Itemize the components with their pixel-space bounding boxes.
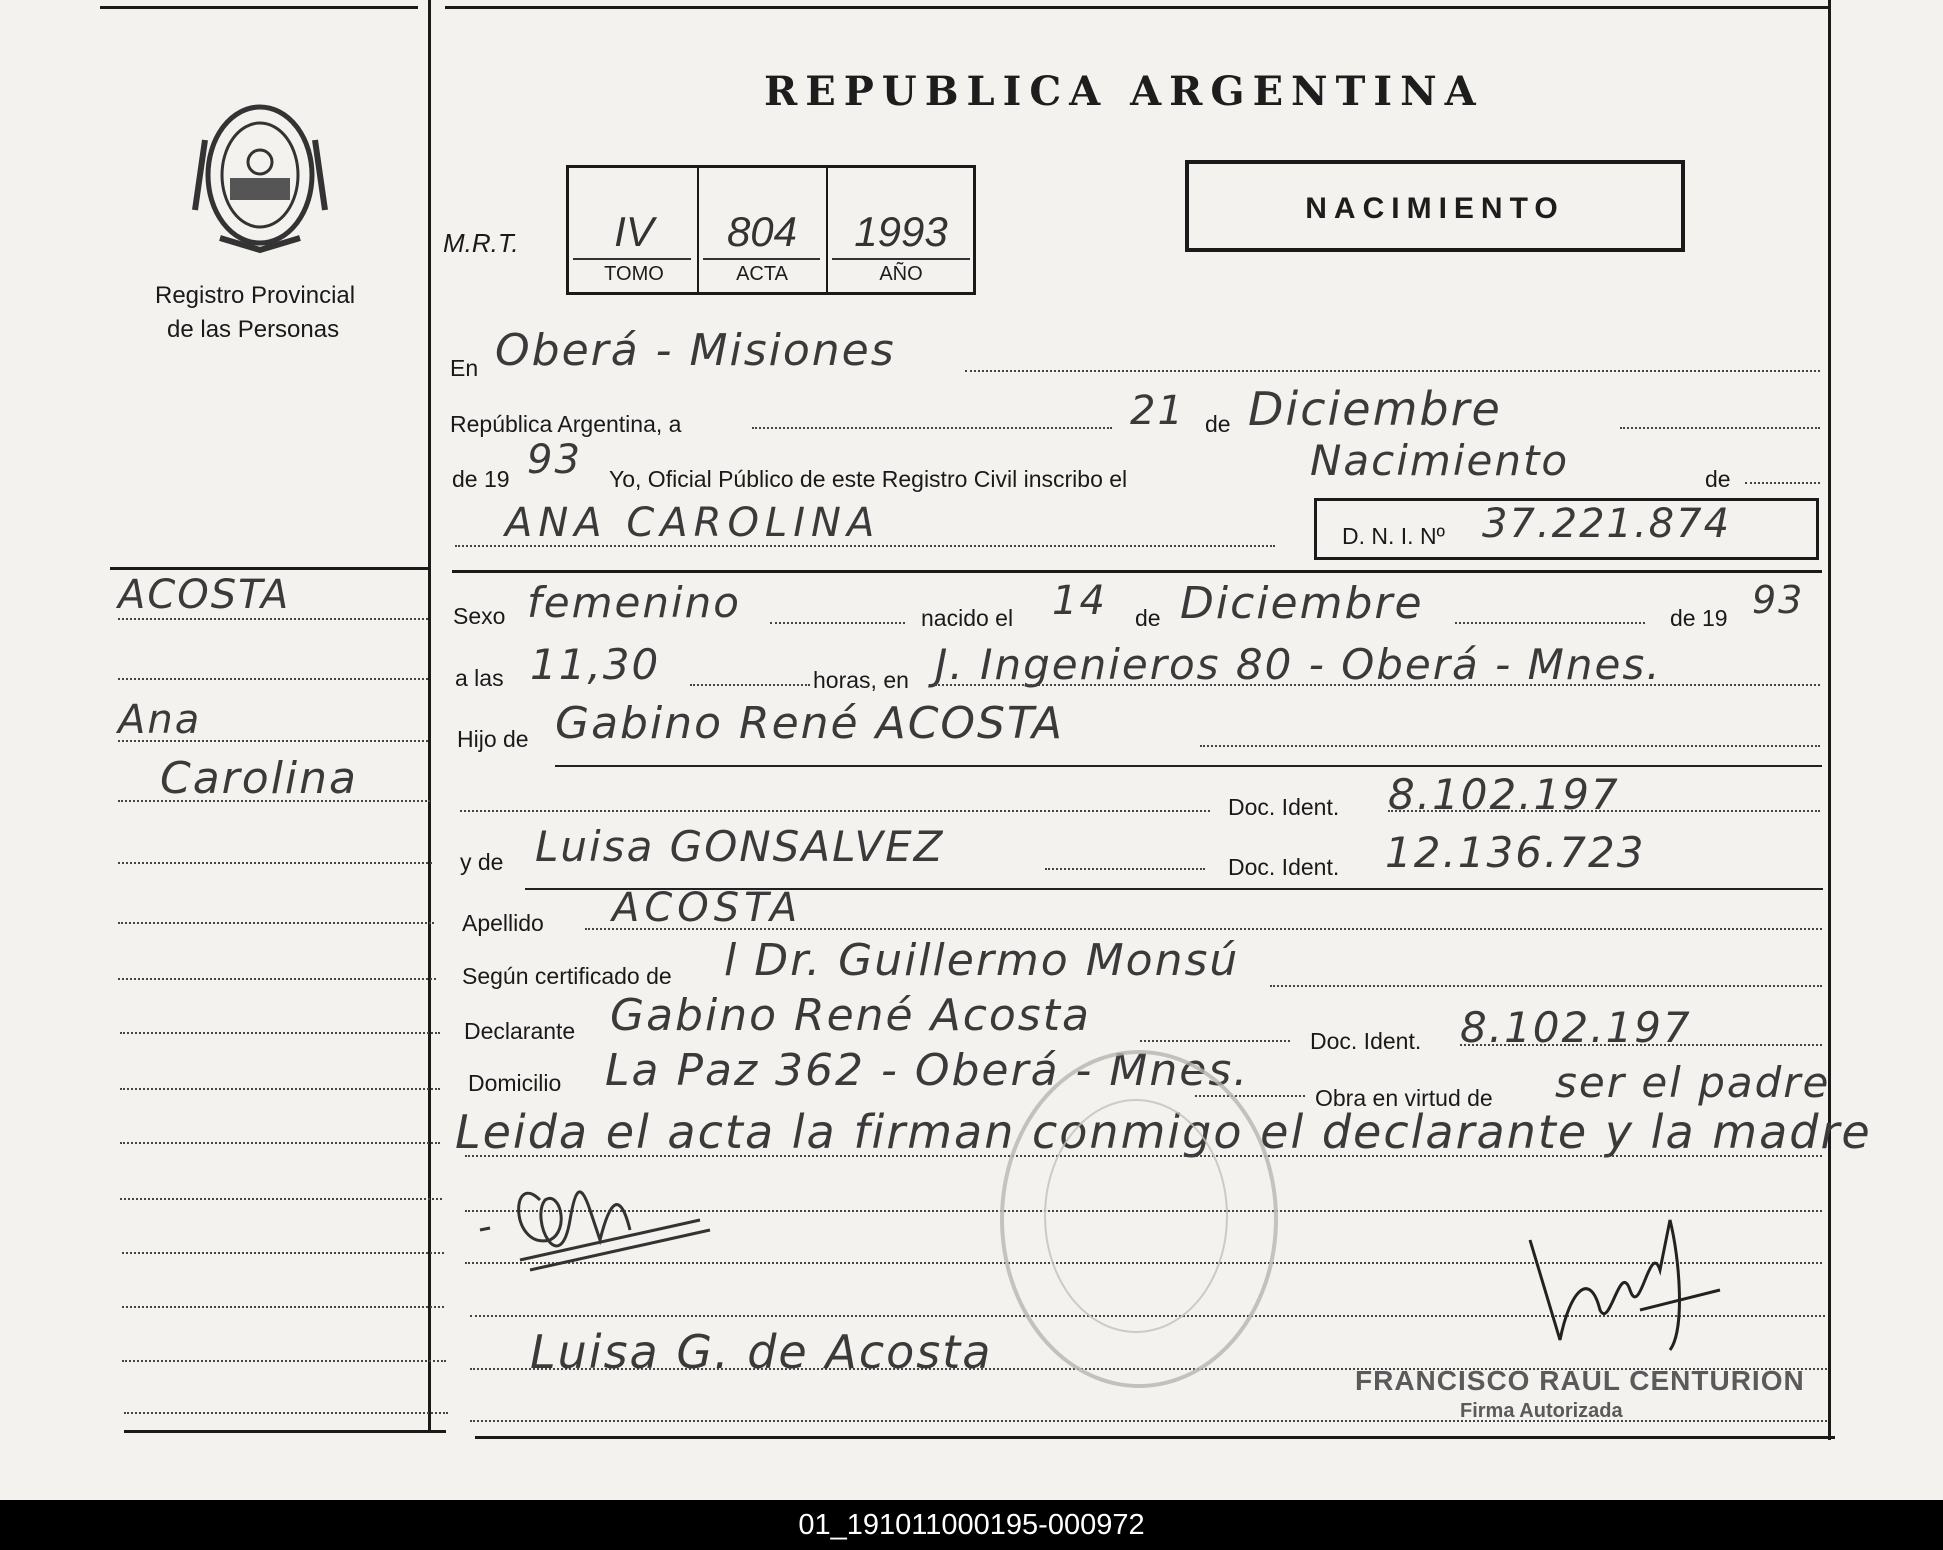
label-declarante: Declarante [464,1018,576,1044]
officer-title: Firma Autorizada [1460,1400,1623,1422]
bottom-rule-left [124,1430,446,1433]
value-acto: Nacimiento [1310,436,1570,485]
label-hijo-de: Hijo de [457,726,529,752]
dni-box [1314,498,1819,560]
bottom-rule-right [475,1436,1835,1439]
label-obra: Obra en virtud de [1315,1085,1493,1111]
anio-label: AÑO [879,263,923,285]
value-domicilio: La Paz 362 - Oberá - Mnes. [605,1045,1250,1096]
declarant-signature [470,1160,730,1290]
label-apellido: Apellido [462,910,544,936]
label-de-mid: de [1135,605,1161,631]
top-rule-left [100,6,418,9]
officer-name: FRANCISCO RAUL CENTURION [1355,1365,1805,1396]
margin-divider [428,0,431,1432]
value-lugar-nac: J. Ingenieros 80 - Oberá - Mnes. [935,640,1662,689]
value-anio-nac: 93 [1752,578,1805,622]
label-sexo: Sexo [453,603,506,629]
value-nombre: ANA CAROLINA [505,500,881,546]
registry-name-line1: Registro Provincial [155,282,356,309]
label-domicilio: Domicilio [468,1070,562,1096]
label-de19: de 19 [452,466,510,492]
value-dni: 37.221.874 [1482,501,1732,547]
misiones-emblem [190,100,330,255]
official-seal [1000,1050,1278,1388]
label-doc-declarante: Doc. Ident. [1310,1028,1422,1054]
label-segun: Según certificado de [462,963,672,989]
value-virtud: ser el padre [1555,1058,1831,1107]
label-doc-padre: Doc. Ident. [1228,794,1340,820]
right-border [1828,0,1831,1440]
registration-table [566,165,976,295]
value-mes-nac: Diciembre [1180,578,1424,629]
value-apellido: ACOSTA [612,885,803,931]
label-y-de: y de [460,849,504,875]
margin-surname: ACOSTA [118,572,291,618]
label-a-las: a las [455,665,504,691]
label-nacido: nacido el [921,605,1014,631]
label-dni: D. N. I. Nº [1342,523,1445,549]
label-republica: República Argentina, a [450,411,682,437]
value-mes: Diciembre [1248,382,1502,436]
acta-value: 804 [726,208,798,255]
label-de19b: de 19 [1670,605,1728,631]
file-id: 01_191011000195-000972 [798,1509,1145,1541]
value-medico: l Dr. Guillermo Monsú [724,935,1240,986]
value-declarante: Gabino René Acosta [610,990,1091,1041]
acta-label: ACTA [736,263,788,285]
tomo-value: IV [614,208,654,255]
value-doc-padre: 8.102.197 [1388,770,1620,819]
mother-signature: Luisa G. de Acosta [530,1325,993,1379]
label-doc-madre: Doc. Ident. [1228,854,1340,880]
tomo-label: TOMO [604,263,664,285]
margin-section-rule [110,567,428,570]
value-padre: Gabino René ACOSTA [555,698,1064,749]
value-anio: 93 [527,437,582,483]
label-yo-oficial: Yo, Oficial Público de este Registro Civil inscribo el [609,466,1128,492]
margin-name1: Ana [118,697,202,743]
label-de-end: de [1705,466,1731,492]
value-dia-nac: 14 [1052,578,1107,624]
value-lugar: Oberá - Misiones [495,325,896,376]
document-title: REPUBLICA ARGENTINA [764,68,1484,115]
value-nota: Leida el acta la firman conmigo el declarante y la madre [455,1105,1872,1159]
label-en: En [450,355,479,381]
value-sexo: femenino [527,578,741,627]
label-horas-en: horas, en [813,667,909,693]
document-type-box [1185,160,1685,252]
file-id-bar [0,1500,1943,1550]
officer-signature [1520,1180,1740,1380]
section-rule [452,570,1822,573]
value-doc-madre: 12.136.723 [1385,828,1646,877]
value-dia: 21 [1130,388,1185,434]
value-madre: Luisa GONSALVEZ [535,822,945,871]
registry-name-line2: de las Personas [167,316,340,343]
value-doc-declarante: 8.102.197 [1460,1003,1692,1052]
anio-value: 1993 [854,208,948,255]
margin-name2: Carolina [160,753,358,804]
document-type: NACIMIENTO [1305,192,1565,225]
value-hora: 11,30 [530,640,661,689]
label-de: de [1205,411,1231,437]
top-rule-right [445,6,1830,9]
mrt-label: M.R.T. [443,228,519,258]
